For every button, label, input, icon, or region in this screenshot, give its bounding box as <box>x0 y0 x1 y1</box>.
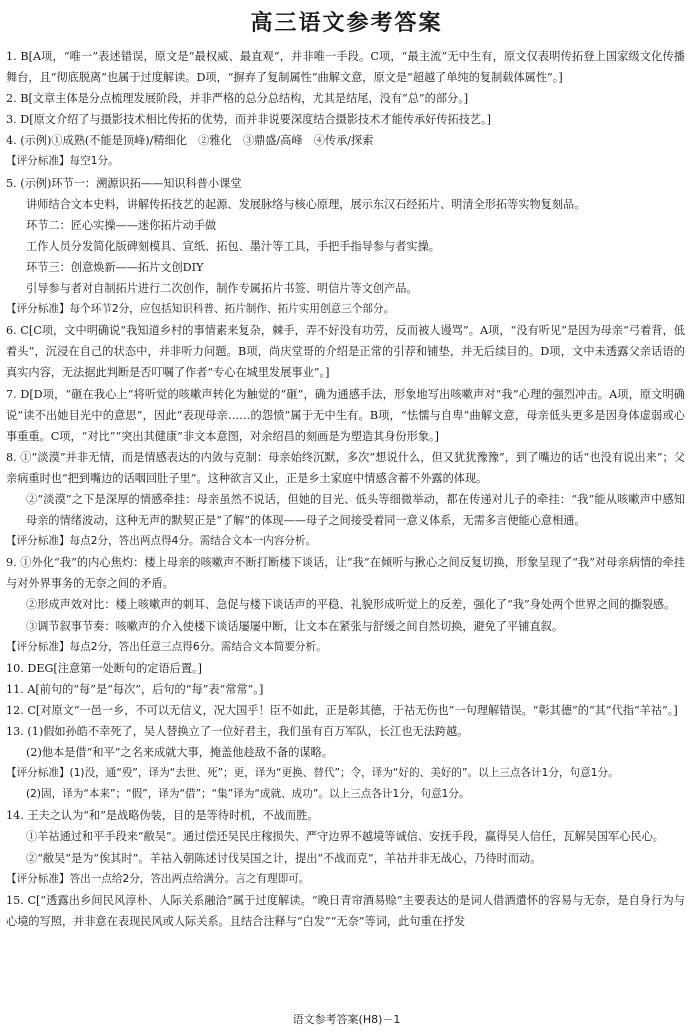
answer-paragraph: 2. B[文章主体是分点梳理发展阶段，并非严格的总分总结构，尤其是结尾，没有“总”的部分。] <box>6 92 469 106</box>
answer-paragraph: 13. (1)假如孙皓不幸死了，吴人替换立了一位好君主，我们虽有百万军队，长江也无法跨越。 <box>6 725 469 738</box>
answer-paragraph: 1. B[A项，“唯一”表述错误，原文是“最权威、最直观”，并非唯一手段。C项，“最主流”无中生有，原文仅表明传拓登上国家级文化传播舞台，且“彻底脱离”也属于过度解读。D项，“摒弃了复制属性”曲解文意，原文是“超越了单纯的复制载体属性”。] <box>6 50 685 85</box>
scoring-standard: (2)固，译为“本来”；“假”，译为“借”；“集”译为“成就、成功”。以上三点各计1分，句意1分。 <box>26 788 470 801</box>
scoring-standard: 【评分标准】答出一点给2分，答出两点给满分。言之有理即可。 <box>6 872 310 885</box>
scoring-standard: 【评分标准】每个环节2分，应包括知识科普、拓片制作、拓片实用创意三个部分。 <box>6 303 395 316</box>
answer-paragraph: 11. A[前句的“每”是“每次”，后句的“每”表“常常”。] <box>6 682 264 696</box>
answer-paragraph: 7. D[D项，“砸在我心上”将听觉的咳嗽声转化为触觉的“砸”，确为通感手法，形象地写出咳嗽声对“我”心理的强烈冲击。A项，原文明确说“读不出她目光中的意思”，因此“表现母亲……的怨愤”属于无中生有。B项，“怯懦与自卑”曲解文意，母亲低头更多是因身体虚弱或心事重重。C项，“对比”“突出其健康”非文本意图，对余绍昌的刻画是为塑造其身份形象。] <box>6 387 685 443</box>
answer-paragraph: 引导参与者对自制拓片进行二次创作，制作专属拓片书签、明信片等文创产品。 <box>26 282 418 296</box>
page-footer: 语文参考答案(H8)－1 <box>292 1013 401 1026</box>
answer-paragraph: ②“敝吴”是为“俟其时”。羊祜入朝陈述讨伐吴国之计，提出“不战而克”，羊祜并非无战心，乃待时而动。 <box>26 851 542 865</box>
answer-paragraph: 8. ①“淡漠”并非无情，而是情感表达的内敛与克制：母亲始终沉默，多次“想说什么，但又犹犹豫豫”，到了嘴边的话“也没有说出来”；父亲病重时也“把到嘴边的话咽回肚子里”。这种欲言又止，正是乡土家庭中情感含蓄不外露的体现。 <box>6 450 685 485</box>
answer-paragraph: ③调节叙事节奏：咳嗽声的介入使楼下谈话屡屡中断，让文本在紧张与舒缓之间自然切换，避免了平铺直叙。 <box>26 619 564 633</box>
scoring-standard: 【评分标准】每点2分，答出任意三点得6分。需结合文本简要分析。 <box>6 640 327 653</box>
answer-paragraph: 10. DEG[注意第一处断句的定语后置。] <box>6 661 202 675</box>
answer-content <box>6 46 685 1003</box>
answer-paragraph: (2)他本是借“和平”之名来成就大事，掩盖他趁敌不备的谋略。 <box>26 746 333 760</box>
answer-paragraph: ①羊祜通过和平手段来“敝吴”。通过偿还吴民庄稼损失、严守边界不越境等诚信、安抚手段，赢得吴人信任，瓦解吴国军心民心。 <box>26 830 664 844</box>
page-title: 高三语文参考答案 <box>250 11 443 36</box>
answer-paragraph: 15. C[“透露出乡间民风淳朴、人际关系融洽”属于过度解读。“晚日青帘酒易赊”主要表达的是词人借酒遣怀的容易与无奈，是自身行为与心境的写照，并非意在表现民风或人际关系。且结合注释与“白发”“无奈”等词，此句重在抒发 <box>6 893 685 928</box>
answer-paragraph: 环节三：创意焕新——拓片文创DIY <box>26 260 204 274</box>
answer-paragraph: 4. (示例)①成熟(不能是顶峰)/精细化 ②雅化 ③鼎盛/高峰 ④传承/探索 <box>6 134 374 148</box>
answer-paragraph: ②“淡漠”之下是深厚的情感牵挂：母亲虽然不说话，但她的目光、低头等细微举动，都在传递对儿子的牵挂：“我”能从咳嗽声中感知母亲的情绪波动，这种无声的默契正是“了解”的体现——母子之间接受着同一意义体系，无需多言便能心意相通。 <box>26 492 685 528</box>
answer-paragraph: 5. (示例)环节一：溯源识拓——知识科普小课堂 <box>6 176 242 190</box>
answer-paragraph: ②形成声效对比：楼上咳嗽声的刺耳、急促与楼下谈话声的平稳、礼貌形成听觉上的反差，强化了“我”身处两个世界之间的撕裂感。 <box>26 598 676 612</box>
scoring-standard: 【评分标准】每空1分。 <box>6 155 119 168</box>
answer-paragraph: 6. C[C项，文中明确说“我知道乡村的事情素来复杂，棘手，弄不好没有功劳，反而被人谩骂”。A项，“没有听见”是因为母亲“弓着背，低着头”，沉浸在自己的状态中，并非听力问题。B项，尚庆堂哥的介绍是正常的引荐和铺垫，并无后续目的。D项，文中未透露父亲话语的真实内容，无法据此判断是否叮嘱了作者“专心在城里发展事业”。] <box>6 324 685 380</box>
answer-paragraph: 3. D[原文介绍了与摄影技术相比传拓的优势，而并非说要深度结合摄影技术才能传承好传拓技艺。] <box>6 113 492 127</box>
answer-paragraph: 讲师结合文本史料，讲解传拓技艺的起源、发展脉络与核心原理，展示东汉石经拓片、明清全形拓等实物复刻品。 <box>26 197 586 211</box>
scoring-standard: 【评分标准】每点2分，答出两点得4分。需结合文本一内容分析。 <box>6 535 317 548</box>
answer-paragraph: 12. C[对原文“一邑一乡，不可以无信义，况大国乎！臣不如此，正是彰其德，于祜无伤也”一句理解错误。“彰其德”的“其”代指“羊祜”。] <box>6 703 678 717</box>
answer-paragraph: 环节二：匠心实操——迷你拓片动手做 <box>26 218 217 232</box>
answer-paragraph: 9. ①外化“我”的内心焦灼：楼上母亲的咳嗽声不断打断楼下谈话，让“我”在倾听与揪心之间反复切换，形象呈现了“我”对母亲病情的牵挂与对外界事务的无奈之间的矛盾。 <box>6 556 685 591</box>
answer-paragraph: 工作人员分发简化版碑刻模具、宣纸、拓包、墨汁等工具，手把手指导参与者实操。 <box>26 239 440 253</box>
answer-paragraph: 14. 王夫之认为“和”是战略伪装，目的是等待时机，不战而胜。 <box>6 809 319 823</box>
scoring-standard: 【评分标准】(1)没，通“殁”，译为“去世、死”；更，译为“更换、替代”；令，译为“好的、美好的”。以上三点各计1分，句意1分。 <box>6 767 619 780</box>
